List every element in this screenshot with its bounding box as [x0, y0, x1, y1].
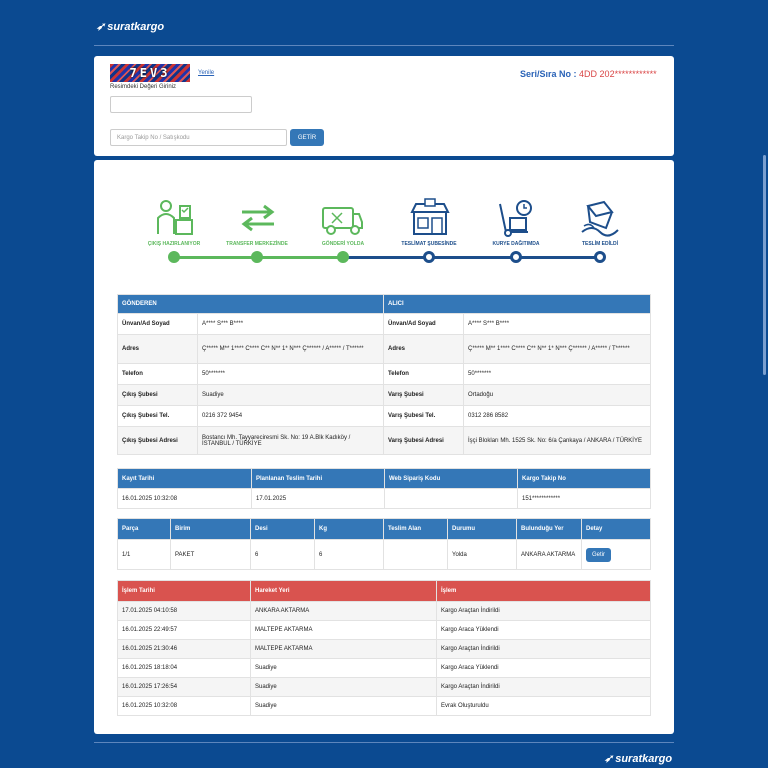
col-movement-place: Hareket Yeri: [251, 581, 437, 602]
progress-line-remaining: [344, 256, 600, 259]
sender-branch-address-value: Bostancı Mh. Tayyareciresmi Sk. No: 19 A.Blk Kadıköy / İSTANBUL / TÜRKİYE: [198, 427, 384, 455]
receiver-branch-address-label: Varış Şubesi Adresi: [384, 427, 464, 455]
sender-name-label: Ünvan/Ad Soyad: [118, 314, 198, 335]
parcel-unit: PAKET: [171, 540, 251, 570]
detail-button[interactable]: Getir: [586, 548, 611, 562]
tracking-number: 151************: [518, 489, 651, 509]
step-label-6: TESLİM EDİLDİ: [581, 241, 619, 247]
col-kg: Kg: [315, 519, 384, 540]
step-dot-6: [594, 251, 606, 263]
step-label-3: GÖNDERİ YOLDA: [321, 241, 365, 247]
bird-icon: ➶: [96, 21, 106, 33]
step-dot-1: [168, 251, 180, 263]
sender-branch-value: Suadiye: [198, 385, 384, 406]
serial-value: 4DD 202************: [579, 69, 657, 79]
receiver-phone-value: 50*******: [464, 364, 651, 385]
col-piece: Parça: [118, 519, 171, 540]
bird-icon: ➶: [604, 753, 614, 765]
serial-label: Seri/Sıra No :: [520, 69, 577, 79]
table-row: [118, 678, 651, 697]
table-row: [118, 602, 651, 621]
movement-place: ANKARA AKTARMA: [251, 602, 437, 621]
col-status: Durumu: [448, 519, 517, 540]
registration-table: [117, 468, 651, 509]
delivery-van-icon: [320, 198, 364, 238]
col-location: Bulunduğu Yer: [517, 519, 582, 540]
refresh-captcha-link[interactable]: Yenile: [198, 70, 215, 76]
transfer-arrows-icon: [236, 198, 280, 238]
parcel-location: ANKARA AKTARMA: [517, 540, 582, 570]
parcel-kg: 6: [315, 540, 384, 570]
parcel-status: Yolda: [448, 540, 517, 570]
step-dot-4: [423, 251, 435, 263]
step-label-5: KURYE DAĞITIMDA: [492, 241, 540, 247]
movement-operation: Kargo Araca Yüklendi: [437, 659, 651, 678]
footer-divider: [94, 742, 674, 743]
footer-logo: [604, 752, 672, 765]
movement-operation: Kargo Araçtan İndirildi: [437, 678, 651, 697]
col-operation: İşlem: [437, 581, 651, 602]
movement-operation: Kargo Araçtan İndirildi: [437, 602, 651, 621]
col-registration-date: Kayıt Tarihi: [118, 469, 252, 489]
sender-branch-label: Çıkış Şubesi: [118, 385, 198, 406]
sender-branch-phone-value: 0216 372 9454: [198, 406, 384, 427]
movement-date: 16.01.2025 18:18:04: [118, 659, 251, 678]
captcha-text: 7EV3: [129, 66, 171, 80]
sender-name-value: A**** S*** B****: [198, 314, 384, 335]
step-label-4: TESLİMAT ŞUBESİNDE: [401, 241, 457, 247]
receiver-branch-label: Varış Şubesi: [384, 385, 464, 406]
delivered-box-icon: [578, 198, 622, 238]
movement-date: 16.01.2025 22:49:57: [118, 621, 251, 640]
movement-date: 16.01.2025 17:26:54: [118, 678, 251, 697]
branch-store-icon: [408, 198, 452, 238]
parties-table: [117, 294, 651, 455]
sender-branch-address-label: Çıkış Şubesi Adresi: [118, 427, 198, 455]
movement-place: MALTEPE AKTARMA: [251, 621, 437, 640]
captcha-input[interactable]: [110, 96, 252, 113]
movement-place: Suadiye: [251, 659, 437, 678]
col-web-order-code: Web Sipariş Kodu: [385, 469, 518, 489]
step-label-1: ÇIKIŞ HAZIRLANIYOR: [147, 241, 201, 247]
receiver-address-label: Adres: [384, 335, 464, 364]
col-unit: Birim: [171, 519, 251, 540]
web-order-code: [385, 489, 518, 509]
sender-branch-phone-label: Çıkış Şubesi Tel.: [118, 406, 198, 427]
receiver-address-value: Ç***** M** 1**** C**** C** N** 1* N*** Ç****** / A***** / T******: [464, 335, 651, 364]
movement-date: 16.01.2025 10:32:08: [118, 697, 251, 716]
movement-operation: Kargo Araca Yüklendi: [437, 621, 651, 640]
registration-date: 16.01.2025 10:32:08: [118, 489, 252, 509]
receiver-branch-value: Ortadoğu: [464, 385, 651, 406]
col-planned-delivery: Planlanan Teslim Tarihi: [252, 469, 385, 489]
movement-place: MALTEPE AKTARMA: [251, 640, 437, 659]
table-row: [118, 621, 651, 640]
tracking-input[interactable]: Kargo Takip No / Satışkodu: [110, 129, 287, 146]
receiver-name-label: Ünvan/Ad Soyad: [384, 314, 464, 335]
sender-address-value: Ç***** M** 1**** C**** C** N** 1* N*** Ç****** / A***** / T******: [198, 335, 384, 364]
movement-date: 17.01.2025 04:10:58: [118, 602, 251, 621]
step-label-2: TRANSFER MERKEZİNDE: [226, 241, 288, 247]
step-dot-2: [251, 251, 263, 263]
receiver-branch-phone-value: 0312 286 8582: [464, 406, 651, 427]
col-desi: Desi: [251, 519, 315, 540]
brand-logo: [96, 20, 164, 33]
serial-number: [520, 69, 657, 79]
parcel-desi: 6: [251, 540, 315, 570]
receiver-phone-label: Telefon: [384, 364, 464, 385]
movement-operation: Kargo Araçtan İndirildi: [437, 640, 651, 659]
page-scrollbar[interactable]: [763, 155, 766, 375]
receiver-header: ALICI: [384, 295, 651, 314]
table-row: [118, 659, 651, 678]
receiver-name-value: A**** S*** B****: [464, 314, 651, 335]
warehouse-worker-icon: [152, 198, 196, 238]
header-divider: [94, 45, 674, 46]
movements-table: [117, 580, 651, 716]
movement-place: Suadiye: [251, 697, 437, 716]
parcel-piece: 1/1: [118, 540, 171, 570]
footer-brand-name: suratkargo: [615, 753, 673, 765]
sender-phone-label: Telefon: [118, 364, 198, 385]
hand-truck-icon: [494, 198, 538, 238]
col-tracking-no: Kargo Takip No: [518, 469, 651, 489]
captcha-image: [110, 64, 190, 82]
sender-address-label: Adres: [118, 335, 198, 364]
submit-button[interactable]: GETİR: [290, 129, 324, 146]
step-dot-3: [337, 251, 349, 263]
movement-operation: Evrak Oluşturuldu: [437, 697, 651, 716]
receiver-branch-phone-label: Varış Şubesi Tel.: [384, 406, 464, 427]
movement-place: Suadiye: [251, 678, 437, 697]
receiver-branch-address-value: İşçi Blokları Mh. 1525 Sk. No: 6/a Çankaya / ANKARA / TÜRKİYE: [464, 427, 651, 455]
parcel-detail-cell: [582, 540, 651, 570]
table-row: [118, 640, 651, 659]
col-detail: Detay: [582, 519, 651, 540]
parcel-receiver: [384, 540, 448, 570]
parcel-table: [117, 518, 651, 570]
col-operation-date: İşlem Tarihi: [118, 581, 251, 602]
step-dot-5: [510, 251, 522, 263]
brand-name: suratkargo: [107, 21, 165, 33]
table-row: [118, 697, 651, 716]
captcha-hint: Resimdeki Değeri Giriniz: [110, 84, 177, 90]
sender-header: GÖNDEREN: [118, 295, 384, 314]
movement-date: 16.01.2025 21:30:46: [118, 640, 251, 659]
planned-delivery-date: 17.01.2025: [252, 489, 385, 509]
sender-phone-value: 50*******: [198, 364, 384, 385]
col-receiver: Teslim Alan: [384, 519, 448, 540]
